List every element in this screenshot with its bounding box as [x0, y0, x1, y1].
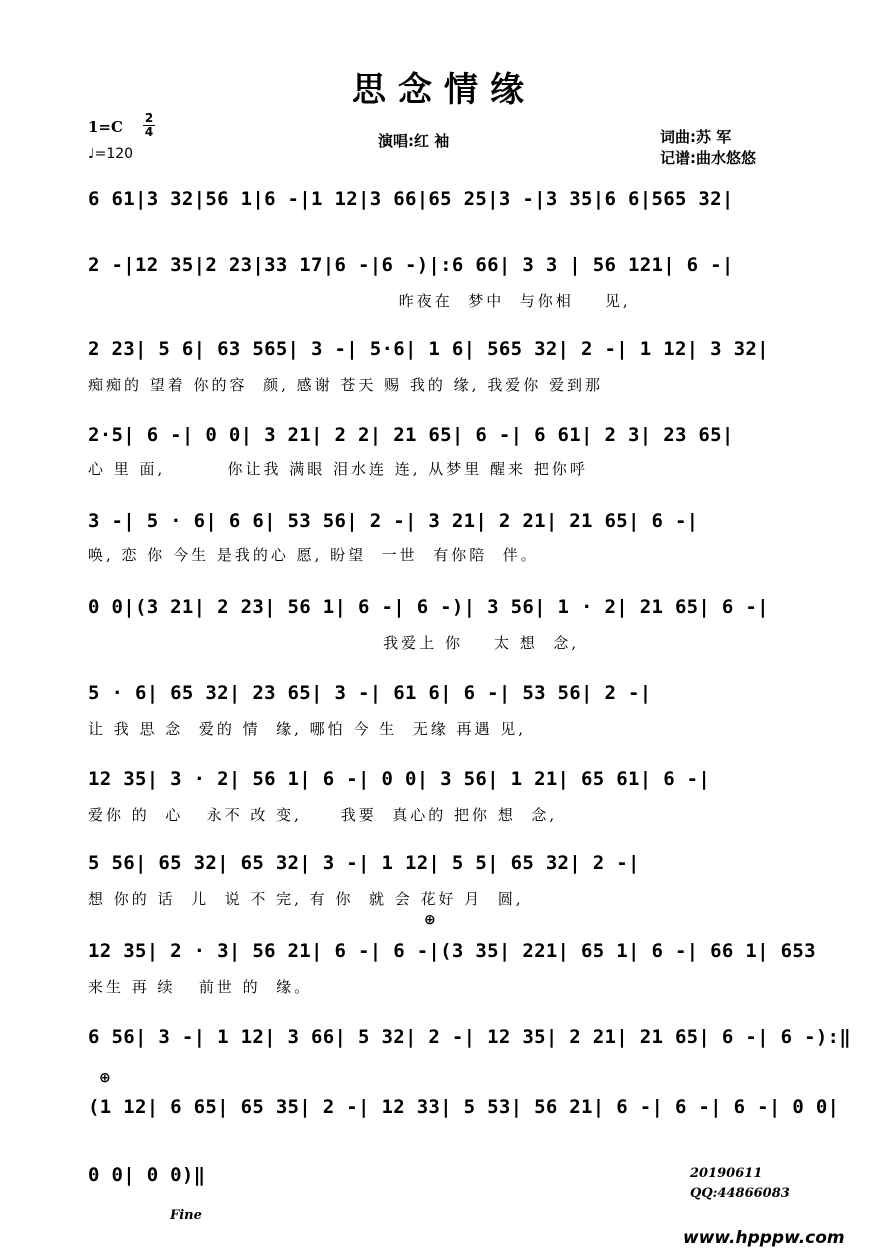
watermark-text: www.hpppw.com: [683, 1228, 845, 1248]
score-row-4: 2·5| 6 -| 0 0| 3 21| 2 2| 21 65| 6 -| 6 61| 2 3| 23 65|: [88, 424, 734, 446]
lyric-row-10: 来生 再 续 前世 的 缘。: [88, 978, 313, 996]
tempo-marking: ♩=120: [88, 146, 134, 162]
lyric-row-7: 让 我 思 念 爱的 情 缘, 哪怕 今 生 无缘 再遇 见,: [88, 720, 527, 738]
score-row-7: 5 · 6| 65 32| 23 65| 3 -| 61 6| 6 -| 53 56| 2 -|: [88, 682, 652, 704]
singer-credit: 演唱:红 袖: [378, 132, 450, 150]
score-row-12: (1 12| 6 65| 65 35| 2 -| 12 33| 5 53| 56 21| 6 -| 6 -| 6 -| 0 0|: [88, 1096, 840, 1118]
time-signature: [143, 112, 155, 139]
coda-sign-1: ⊕: [424, 912, 436, 928]
score-row-10: 12 35| 2 · 3| 56 21| 6 -| 6 -|(3 35| 221| 65 1| 6 -| 66 1| 653: [88, 940, 816, 962]
time-signature-bottom: 4: [144, 125, 154, 139]
score-row-8: 12 35| 3 · 2| 56 1| 6 -| 0 0| 3 56| 1 21| 65 61| 6 -|: [88, 768, 711, 790]
score-row-6: 0 0|(3 21| 2 23| 56 1| 6 -| 6 -)| 3 56| 1 · 2| 21 65| 6 -|: [88, 596, 769, 618]
lyric-row-6: 我爱上 你 太 想 念,: [88, 634, 580, 652]
score-row-5: 3 -| 5 · 6| 6 6| 53 56| 2 -| 3 21| 2 21| 21 65| 6 -|: [88, 510, 699, 532]
score-row-13: 0 0| 0 0)‖: [88, 1164, 206, 1186]
score-row-2: 2 -|12 35|2 23|33 17|6 -|6 -)|:6 66| 3 3 | 56 121| 6 -|: [88, 254, 734, 276]
time-signature-top: 2: [144, 111, 154, 125]
coda-sign-2: ⊕: [99, 1070, 111, 1086]
score-row-11: 6 56| 3 -| 1 12| 3 66| 5 32| 2 -| 12 35| 2 21| 21 65| 6 -| 6 -):‖: [88, 1026, 852, 1048]
song-title: 思念情缘: [352, 70, 536, 110]
lyric-row-2: 昨夜在 梦中 与你相 见,: [88, 292, 631, 310]
fine-marking: Fine: [170, 1208, 202, 1223]
lyric-row-8: 爱你 的 心 永不 改 变, 我要 真心的 把你 想 念,: [88, 806, 558, 824]
key-signature: 1=C: [88, 118, 123, 136]
score-row-9: 5 56| 65 32| 65 32| 3 -| 1 12| 5 5| 65 32| 2 -|: [88, 852, 640, 874]
footer-date: 20190611: [690, 1166, 763, 1181]
score-row-1: 6 61|3 32|56 1|6 -|1 12|3 66|65 25|3 -|3 35|6 6|565 32|: [88, 188, 734, 210]
footer-qq: QQ:44866083: [690, 1186, 790, 1201]
lyric-row-3: 痴痴的 望着 你的容 颜, 感谢 苍天 赐 我的 缘, 我爱你 爱到那: [88, 376, 603, 394]
lyricist-composer-credit: 词曲:苏 军: [660, 128, 732, 146]
lyric-row-9: 想 你的 话 儿 说 不 完, 有 你 就 会 花好 月 圆,: [88, 890, 524, 908]
transcriber-credit: 记谱:曲水悠悠: [660, 149, 756, 167]
lyric-row-5: 唤, 恋 你 今生 是我的心 愿, 盼望 一世 有你陪 伴。: [88, 546, 539, 564]
score-row-3: 2 23| 5 6| 63 565| 3 -| 5·6| 1 6| 565 32| 2 -| 1 12| 3 32|: [88, 338, 769, 360]
lyric-row-4: 心 里 面, 你让我 满眼 泪水连 连, 从梦里 醒来 把你呼: [88, 460, 588, 478]
